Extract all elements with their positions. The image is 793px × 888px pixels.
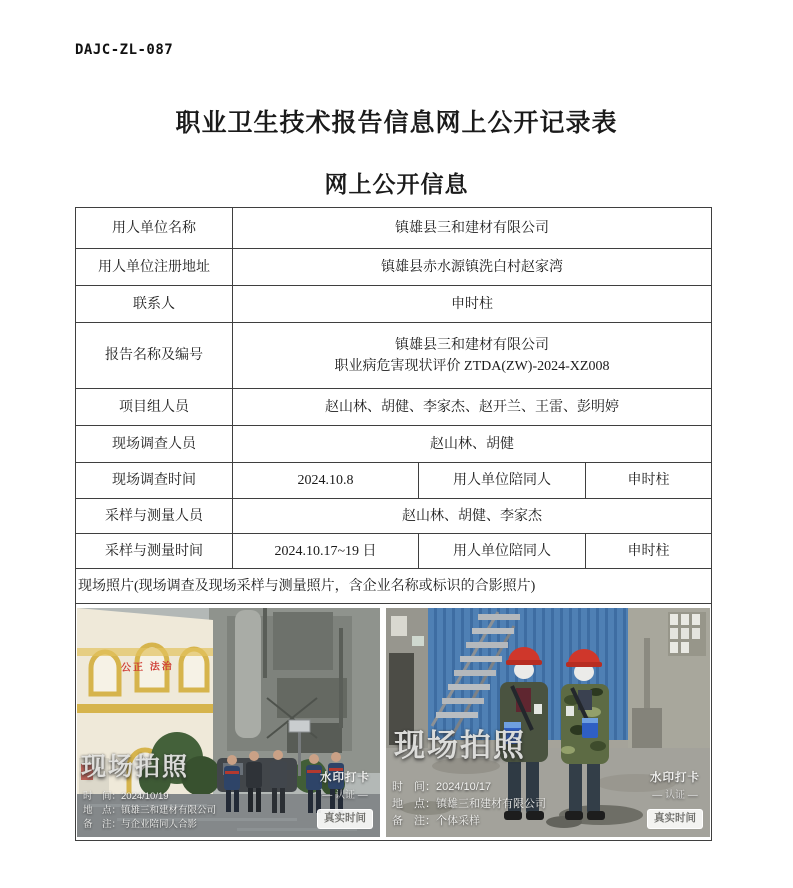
employer-name-label: 用人单位名称 bbox=[76, 208, 233, 249]
sampling-escort-label: 用人单位陪同人 bbox=[419, 534, 586, 569]
sampling-staff-value: 赵山林、胡健、李家杰 bbox=[233, 499, 712, 534]
cement-plant bbox=[209, 608, 380, 773]
section-title: 网上公开信息 bbox=[324, 172, 469, 197]
table-row bbox=[76, 499, 712, 534]
table-row bbox=[76, 323, 712, 389]
table-row bbox=[76, 569, 712, 604]
project-team-label: 项目组人员 bbox=[76, 389, 233, 426]
project-team-value: 赵山林、胡健、李家杰、赵开兰、王雷、彭明婷 bbox=[233, 389, 712, 426]
photos-container bbox=[77, 608, 710, 837]
building-banner-text: 公正 法治 bbox=[120, 660, 174, 674]
real-time-chip: 真实时间 bbox=[317, 809, 373, 829]
survey-time-value: 2024.10.8 bbox=[233, 463, 419, 499]
table-row bbox=[76, 463, 712, 499]
badge-card bbox=[534, 704, 542, 714]
real-time-chip: 真实时间 bbox=[647, 809, 703, 829]
document-code: DAJC-ZL-087 bbox=[75, 42, 174, 58]
table-row bbox=[76, 208, 712, 249]
survey-staff-value: 赵山林、胡健 bbox=[233, 426, 712, 463]
sampling-escort-value: 申时柱 bbox=[586, 534, 712, 569]
watermark-time: 时 间：2024/10/17 bbox=[392, 780, 492, 793]
sampling-time-value: 2024.10.17~19 日 bbox=[233, 534, 419, 569]
report-name-label: 报告名称及编号 bbox=[76, 323, 233, 389]
badge-subtitle: — 认证 — bbox=[652, 789, 698, 801]
photos-cell bbox=[76, 604, 712, 841]
watermark-verify-badge bbox=[647, 770, 703, 829]
report-name-line1: 镇雄县三和建材有限公司 bbox=[395, 337, 549, 353]
table-row bbox=[76, 286, 712, 323]
watermark-note: 备 注：个体采样 bbox=[392, 814, 481, 827]
report-name-line2: 职业病危害现状评价 ZTDA(ZW)-2024-XZ008 bbox=[334, 358, 610, 374]
watermark-place: 地 点：镇雄三和建材有限公司 bbox=[83, 804, 217, 816]
badge-card bbox=[566, 706, 574, 716]
table-row bbox=[76, 389, 712, 426]
survey-staff-label: 现场调查人员 bbox=[76, 426, 233, 463]
survey-time-label: 现场调查时间 bbox=[76, 463, 233, 499]
table-row bbox=[76, 249, 712, 286]
survey-escort-label: 用人单位陪同人 bbox=[419, 463, 586, 499]
site-photo-sampling bbox=[386, 608, 710, 837]
table-row bbox=[76, 604, 712, 841]
watermark-place: 地 点：镇雄三和建材有限公司 bbox=[392, 797, 547, 810]
badge-title: 水印打卡 bbox=[650, 771, 701, 784]
watermark-title: 现场拍照 bbox=[81, 753, 190, 781]
watermark-note: 备 注：与企业陪同人合影 bbox=[83, 818, 198, 830]
sampling-staff-label: 采样与测量人员 bbox=[76, 499, 233, 534]
employer-address-label: 用人单位注册地址 bbox=[76, 249, 233, 286]
contact-person-label: 联系人 bbox=[76, 286, 233, 323]
employer-name-value: 镇雄县三和建材有限公司 bbox=[233, 208, 712, 249]
watermark-info bbox=[83, 790, 216, 832]
table-row bbox=[76, 426, 712, 463]
watermark-verify-badge bbox=[317, 770, 373, 829]
survey-escort-value: 申时柱 bbox=[586, 463, 712, 499]
report-name-value bbox=[233, 323, 712, 389]
photos-caption: 现场照片(现场调查及现场采样与测量照片，含企业名称或标识的合影照片) bbox=[76, 569, 712, 604]
employer-address-value: 镇雄县赤水源镇洗白村赵家湾 bbox=[233, 249, 712, 286]
watermark-title: 现场拍照 bbox=[394, 727, 527, 763]
sampling-time-label: 采样与测量时间 bbox=[76, 534, 233, 569]
record-table bbox=[75, 207, 712, 841]
watermark-time: 时 间：2024/10/19 bbox=[83, 790, 169, 802]
watermark-info bbox=[392, 779, 546, 830]
contact-person-value: 申时柱 bbox=[233, 286, 712, 323]
table-row bbox=[76, 534, 712, 569]
page-title: 职业卫生技术报告信息网上公开记录表 bbox=[175, 110, 618, 137]
badge-title: 水印打卡 bbox=[320, 771, 370, 784]
right-building bbox=[628, 608, 710, 750]
badge-subtitle: — 认证 — bbox=[322, 789, 368, 801]
site-photo-group bbox=[77, 608, 380, 837]
